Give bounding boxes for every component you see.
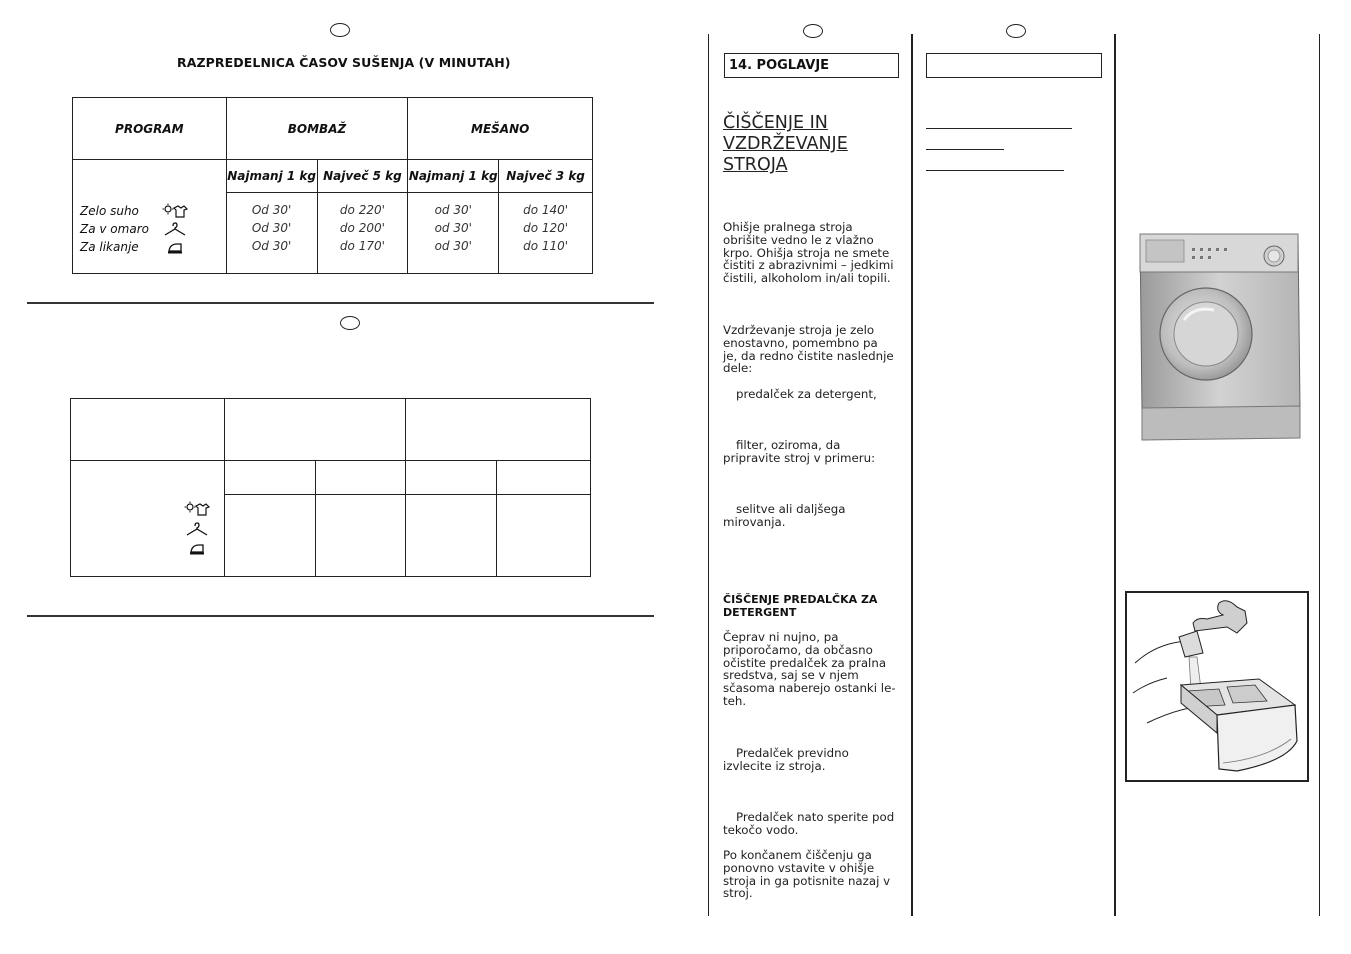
empty-subheader-cell: [224, 461, 315, 495]
empty-heading-line: [926, 170, 1064, 171]
program-row: [80, 238, 226, 256]
list-item-text: filter, oziroma, da pripravite stroj v primeru:: [723, 438, 876, 465]
extra-dry-icon: [184, 501, 210, 517]
empty-program-cell: [71, 461, 225, 577]
list-item: [723, 503, 899, 529]
detergent-drawer-under-tap-illustration: [1127, 593, 1307, 780]
program-list-cell: [73, 160, 227, 274]
subheader-mixed-max: Največ 3 kg: [499, 160, 593, 193]
value-cell: do 200': [339, 221, 385, 235]
empty-value-cell: [315, 494, 406, 576]
value-cell: od 30': [434, 221, 472, 235]
value-cell: do 220': [339, 203, 385, 217]
washing-machine-illustration: [1134, 226, 1304, 442]
hanger-icon: [162, 221, 188, 237]
section-heading: [723, 113, 848, 176]
subheading: ČIŠČENJE PREDALČKA ZA DETERGENT: [723, 593, 878, 619]
paragraph: [723, 811, 899, 837]
value-cell: Od 30': [251, 221, 292, 235]
value-cell: Od 30': [251, 239, 292, 253]
empty-header-cell: [224, 399, 406, 461]
paragraph: Ohišje pralnega stroja obrišite vedno le z vlažno krpo. Ohišja stroja ne smete čistiti z abrazivnimi – jedkimi čistili, alkoholom in/ali topili.: [723, 220, 894, 286]
drying-times-table-empty: [70, 398, 591, 577]
paragraph-text: Predalček previdno izvlecite iz stroja.: [723, 746, 849, 773]
program-row: [80, 202, 226, 220]
heading-line: VZDRŽEVANJE: [723, 134, 848, 154]
hanger-icon: [184, 521, 210, 537]
column-rule: [1319, 34, 1320, 916]
value-cell: do 120': [523, 221, 569, 235]
empty-subheader-cell: [497, 461, 591, 495]
paragraph: Vzdrževanje stroja je zelo enostavno, pomembno pa je, da redno čistite naslednje dele:: [723, 323, 894, 376]
iron-icon: [184, 540, 210, 556]
empty-value-cell: [497, 494, 591, 576]
program-row: [80, 220, 226, 238]
chapter-label-empty: [926, 53, 1102, 78]
empty-heading-line: [926, 128, 1072, 129]
program-label: Za likanje: [80, 240, 139, 254]
subheader-cotton-min: Najmanj 1 kg: [226, 160, 317, 193]
column-rule: [1114, 34, 1116, 916]
empty-value-cell: [224, 494, 315, 576]
section-divider: [27, 615, 654, 617]
heading-line: STROJA: [723, 155, 788, 175]
page-title: RAZPREDELNICA ČASOV SUŠENJA (V MINUTAH): [177, 55, 511, 70]
mixed-max-column: [499, 193, 593, 274]
paragraph: Po končanem čiščenju ga ponovno vstavite v ohišje stroja in ga potisnite nazaj v stroj.: [723, 848, 891, 901]
empty-header-cell: [71, 399, 225, 461]
chapter-label: 14. POGLAVJE: [724, 53, 899, 78]
empty-header-cell: [406, 399, 591, 461]
cotton-max-column: [317, 193, 408, 274]
empty-subheader-cell: [406, 461, 497, 495]
value-cell: do 110': [523, 239, 569, 253]
paragraph: Čeprav ni nujno, pa priporočamo, da občasno očistite predalček za pralna sredstva, saj se v njem sčasoma naberejo ostanki le-teh.: [723, 630, 896, 708]
list-item: predalček za detergent,: [736, 387, 877, 401]
language-marker-oval: [1006, 24, 1026, 38]
paragraph-text: Predalček nato sperite pod tekočo vodo.: [723, 810, 895, 837]
subheader-mixed-min: Najmanj 1 kg: [408, 160, 499, 193]
cotton-header: BOMBAŽ: [226, 98, 408, 160]
column-rule: [911, 34, 913, 916]
value-cell: Od 30': [251, 203, 292, 217]
drying-times-table: [72, 97, 593, 274]
cotton-min-column: [226, 193, 317, 274]
drawer-illustration-frame: [1125, 591, 1309, 782]
list-item: [723, 439, 899, 465]
paragraph: [723, 747, 899, 773]
column-rule: [708, 34, 709, 916]
iron-icon: [162, 239, 188, 255]
mixed-min-column: [408, 193, 499, 274]
program-label: Za v omaro: [80, 222, 149, 236]
heading-line: ČIŠČENJE IN: [723, 113, 828, 133]
extra-dry-icon: [162, 203, 188, 219]
value-cell: do 140': [523, 203, 569, 217]
value-cell: do 170': [339, 239, 385, 253]
language-marker-oval: [340, 316, 360, 330]
program-header: PROGRAM: [73, 98, 227, 160]
language-marker-oval: [330, 23, 350, 37]
empty-subheader-cell: [315, 461, 406, 495]
mixed-header: MEŠANO: [408, 98, 593, 160]
value-cell: od 30': [434, 203, 472, 217]
program-label: Zelo suho: [80, 204, 139, 218]
list-item-text: selitve ali daljšega mirovanja.: [723, 502, 846, 529]
empty-value-cell: [406, 494, 497, 576]
section-divider: [27, 302, 654, 304]
language-marker-oval: [803, 24, 823, 38]
value-cell: od 30': [434, 239, 472, 253]
subheader-cotton-max: Največ 5 kg: [317, 160, 408, 193]
empty-heading-line: [926, 149, 1004, 150]
